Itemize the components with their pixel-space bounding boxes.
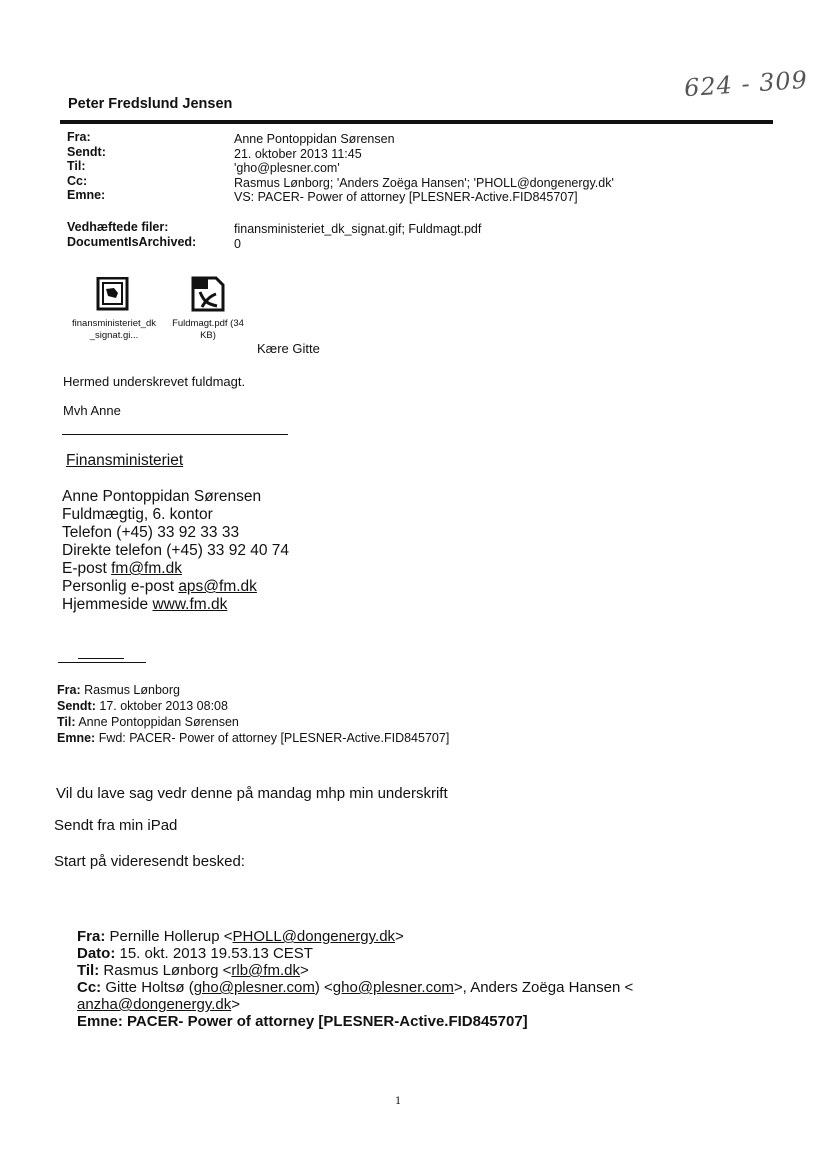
cc-value: Rasmus Lønborg; 'Anders Zoëga Hansen'; 'PHOLL@dongenergy.dk'	[234, 175, 614, 190]
signature-email-line	[62, 560, 289, 578]
attachment-caption-gif[interactable]	[60, 318, 168, 342]
signature-direct-phone: Direkte telefon (+45) 33 92 40 74	[62, 542, 290, 559]
sign-off: Mvh Anne	[63, 403, 121, 418]
fwd2-cc-email-2[interactable]: gho@plesner.com	[332, 979, 454, 996]
attachment-header-labels	[67, 220, 196, 249]
fwd2-from-end: >	[395, 928, 404, 945]
fwd2-to-name: Rasmus Lønborg <	[103, 962, 232, 979]
fwd2-cc-end: >	[231, 996, 240, 1013]
fwd1-to-label: Til:	[57, 715, 76, 729]
body2-forwarded-intro: Start på videresendt besked:	[54, 853, 245, 870]
archived-label: DocumentIsArchived:	[67, 234, 197, 249]
subject-label: Emne:	[67, 188, 106, 202]
fwd1-sent-label: Sendt:	[57, 699, 96, 713]
fwd2-cc-email-3[interactable]: anzha@dongenergy.dk	[77, 996, 232, 1013]
forward-separator	[58, 662, 146, 663]
fwd2-to-end: >	[299, 962, 309, 979]
attachment-caption-pdf[interactable]	[160, 318, 256, 342]
to-label: Til:	[67, 159, 86, 173]
attachment-caption-line: finansministeriet_dk	[72, 318, 156, 329]
email-prefix: E-post	[62, 560, 112, 577]
fwd2-cc-label: Cc:	[77, 979, 102, 996]
fwd2-from-label: Fra:	[77, 928, 106, 945]
fwd2-subject-line	[77, 1013, 633, 1030]
fwd1-from: Rasmus Lønborg	[84, 683, 180, 697]
attachments-value: finansministeriet_dk_signat.gif; Fuldmagt.pdf	[234, 222, 482, 236]
attachment-caption-line: KB)	[200, 330, 216, 341]
message-header-labels	[67, 130, 106, 203]
fwd1-sent-line	[57, 698, 449, 714]
fwd2-subject-label: Emne:	[77, 1013, 123, 1030]
website-link[interactable]: www.fm.dk	[152, 596, 228, 613]
fwd2-cc-email-1[interactable]: gho@plesner.com	[193, 979, 315, 996]
fwd2-cc-line	[77, 979, 633, 996]
archived-value: 0	[234, 236, 241, 251]
fwd2-date-line	[77, 945, 633, 962]
fwd1-to-line	[57, 714, 449, 730]
signature-block	[62, 488, 289, 614]
signature-phone: Telefon (+45) 33 92 33 33	[62, 524, 240, 541]
header-rule	[60, 120, 773, 124]
attachment-header-values	[234, 222, 481, 251]
fwd2-date: 15. okt. 2013 19.53.13 CEST	[119, 945, 313, 962]
from-label: Fra:	[67, 130, 91, 144]
fwd1-from-line	[57, 682, 449, 698]
cc-label: Cc:	[67, 173, 88, 188]
signature-name: Anne Pontoppidan Sørensen	[62, 488, 262, 505]
fwd2-from-line	[77, 928, 633, 945]
fwd2-to-email[interactable]: rlb@fm.dk	[231, 962, 300, 979]
pdf-file-icon[interactable]	[190, 276, 226, 312]
fwd2-to-label: Til:	[77, 962, 100, 979]
fwd1-from-label: Fra:	[57, 683, 81, 697]
fwd2-date-label: Dato:	[77, 945, 116, 962]
attachments-label: Vedhæftede filer:	[67, 220, 169, 234]
fwd2-from-email[interactable]: PHOLL@dongenergy.dk	[232, 928, 396, 945]
fwd1-subject-label: Emne:	[57, 731, 96, 745]
forward-header-2	[77, 928, 633, 1030]
signature-title: Fuldmægtig, 6. kontor	[62, 506, 213, 523]
to-value: 'gho@plesner.com'	[234, 161, 340, 175]
forward-separator-accent	[78, 658, 124, 659]
website-prefix: Hjemmeside	[62, 596, 153, 613]
body2-ipad-line: Sendt fra min iPad	[54, 817, 178, 834]
personal-email-prefix: Personlig e-post	[62, 578, 179, 595]
gif-file-icon[interactable]	[96, 277, 130, 311]
fwd2-subject: PACER- Power of attorney [PLESNER-Active.FID845707]	[127, 1013, 528, 1030]
from-value: Anne Pontoppidan Sørensen	[234, 132, 395, 146]
personal-email-link[interactable]: aps@fm.dk	[178, 578, 257, 595]
sent-value: 21. oktober 2013 11:45	[234, 146, 362, 161]
fwd1-sent: 17. oktober 2013 08:08	[99, 699, 228, 713]
fwd1-subject: Fwd: PACER- Power of attorney [PLESNER-Active.FID845707]	[98, 731, 450, 745]
fwd2-cc-tail: >, Anders Zoëga Hansen <	[453, 979, 634, 996]
sent-label: Sendt:	[67, 144, 106, 159]
fwd1-to: Anne Pontoppidan Sørensen	[78, 715, 239, 729]
fwd2-from-name: Pernille Hollerup <	[109, 928, 233, 945]
signature-separator	[62, 434, 288, 435]
fwd1-subject-line	[57, 730, 449, 746]
signature-website-line	[62, 596, 289, 614]
signature-personal-email-line	[62, 578, 289, 596]
forward-header-1	[57, 682, 449, 746]
signature-organisation[interactable]: Finansministeriet	[66, 452, 184, 469]
greeting: Kære Gitte	[257, 341, 320, 356]
body2-line: Vil du lave sag vedr denne på mandag mhp min underskrift	[56, 785, 448, 802]
subject-value: VS: PACER- Power of attorney [PLESNER-Active.FID845707]	[234, 190, 578, 204]
fwd2-cc-name: Gitte Holtsø (	[105, 979, 194, 996]
fwd2-to-line	[77, 962, 633, 979]
message-header-values	[234, 132, 614, 205]
fwd2-cc-mid: ) <	[314, 979, 333, 996]
handwritten-note: 624 - 309	[683, 65, 809, 103]
fwd2-cc-line-2	[77, 996, 633, 1013]
attachment-caption-line: Fuldmagt.pdf (34	[172, 318, 244, 329]
attachment-caption-line: _signat.gi...	[89, 330, 139, 341]
email-link[interactable]: fm@fm.dk	[111, 560, 182, 577]
page-number: 1	[395, 1096, 402, 1107]
body-line: Hermed underskrevet fuldmagt.	[63, 374, 246, 389]
mailbox-owner-name: Peter Fredslund Jensen	[68, 96, 233, 112]
